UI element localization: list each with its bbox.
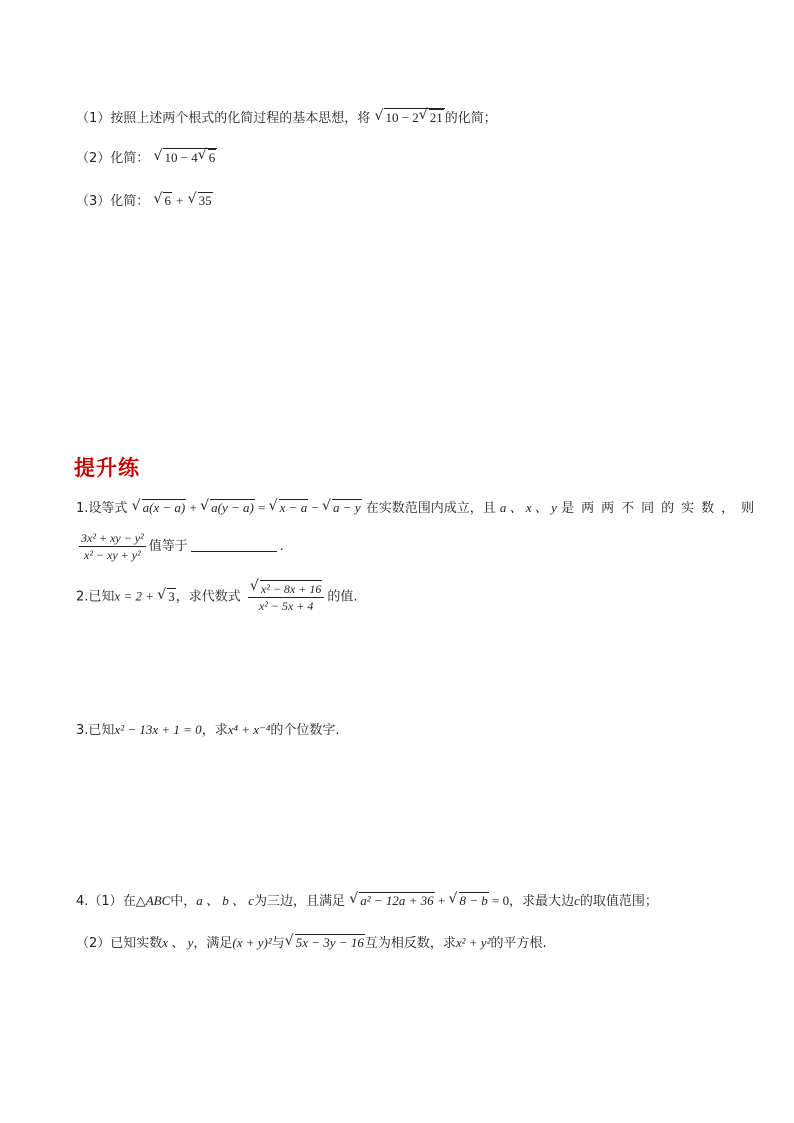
problem-2 [76, 580, 358, 614]
problem-1-cont [76, 530, 284, 563]
question-label: （3） [76, 194, 111, 209]
problem-text: 的平方根. [490, 936, 547, 951]
sqrt-expression: √ 10 − 4√ 6 [154, 148, 217, 168]
problem-text: 的个位数字. [270, 723, 340, 738]
math-expression: x⁴ + x⁻⁴ [227, 722, 271, 737]
operator: = [254, 500, 269, 515]
plus-sign: + [176, 193, 184, 208]
question-1 [76, 108, 497, 129]
problem-text: 值等于 [148, 539, 188, 554]
operator: + [434, 893, 449, 908]
variable: c [574, 893, 580, 908]
sqrt-expression: √ 35 [189, 191, 213, 211]
question-text: 按照上述两个根式的化简过程的基本思想，将 [110, 111, 371, 126]
fraction: √ $\frac{\text{x² − 8x + 16}}{\text{x² − 5x + 4}}$ [248, 580, 324, 614]
answer-blank[interactable] [191, 538, 277, 552]
problem-text: 的值. [327, 589, 358, 605]
problem-text: ，满足 [193, 936, 233, 951]
sqrt-expression: √ x − a [270, 498, 309, 518]
problem-text: . [279, 539, 284, 554]
math-expression: x² − 13x + 1 = 0 [114, 722, 202, 737]
problem-3 [76, 720, 340, 741]
problem-number: 1. [76, 501, 89, 516]
variables: x 、 y [162, 935, 194, 950]
problem-text: ，求最大边 [509, 894, 575, 909]
problem-number: 4. [76, 894, 89, 909]
problem-4-part-2 [76, 933, 547, 954]
problem-text: 已知实数 [110, 936, 163, 951]
problem-text: ，求 [201, 723, 228, 738]
sqrt-expression: √ a − y [323, 498, 362, 518]
sqrt-expression: √ 10 − 2√ 21 [375, 108, 444, 128]
math-expression: x = 2 + [114, 588, 158, 604]
problem-4-part-1 [76, 891, 658, 912]
question-text: 化简： [110, 194, 150, 209]
problem-text: 为三边，且满足 [254, 894, 346, 909]
problem-text: 与 [271, 936, 285, 951]
sqrt-expression: √ a(y − a) [201, 498, 255, 518]
question-label: （1） [88, 894, 123, 909]
math-expression: (x + y)² [232, 935, 272, 950]
question-label: （1） [76, 111, 111, 126]
section-title: 提升练 [74, 456, 140, 480]
sqrt-expression: √ 5x − 3y − 16 [286, 933, 365, 953]
operator: + [186, 500, 201, 515]
question-label: （2） [76, 151, 111, 166]
sqrt-expression: √ 3 [158, 587, 176, 607]
problem-number: 3. [76, 723, 89, 738]
sqrt-expression: √ 6 [154, 191, 172, 211]
problem-text: 中， [170, 894, 197, 909]
sqrt-expression: √ a² − 12a + 36 [350, 891, 434, 911]
problem-text: 已知 [88, 723, 115, 738]
problem-1 [76, 498, 761, 519]
question-3 [76, 191, 213, 212]
fraction: $\frac{\text{3x² + xy − y²}}{\text{x² − xy + y²}}$ [81, 531, 144, 562]
question-label: （2） [76, 936, 111, 951]
question-2 [76, 148, 217, 169]
math-expression: ABC [145, 893, 171, 908]
problem-text: 设等式 [88, 501, 128, 516]
problem-text: 的取值范围； [579, 894, 658, 909]
sqrt-expression: √ a(x − a) [133, 498, 187, 518]
problem-text: 在△ [122, 894, 146, 909]
operator: − [308, 500, 323, 515]
problem-text: 互为相反数，求 [364, 936, 456, 951]
problem-number: 2. [76, 589, 89, 605]
sqrt-expression: √ 8 − b [450, 891, 489, 911]
problem-text: ，求代数式 [175, 589, 241, 605]
question-text: 的化简； [444, 111, 497, 126]
question-text: 化简： [110, 151, 150, 166]
variables: a 、 x 、 y [499, 500, 557, 515]
math-expression: x² + y² [455, 935, 491, 950]
operator: = 0 [488, 893, 510, 908]
problem-text: 是两两不同的实数，则 [561, 501, 762, 516]
problem-text: 已知 [88, 589, 115, 605]
variables: a 、 b 、 c [196, 893, 255, 908]
problem-text: 在实数范围内成立，且 [365, 501, 496, 516]
